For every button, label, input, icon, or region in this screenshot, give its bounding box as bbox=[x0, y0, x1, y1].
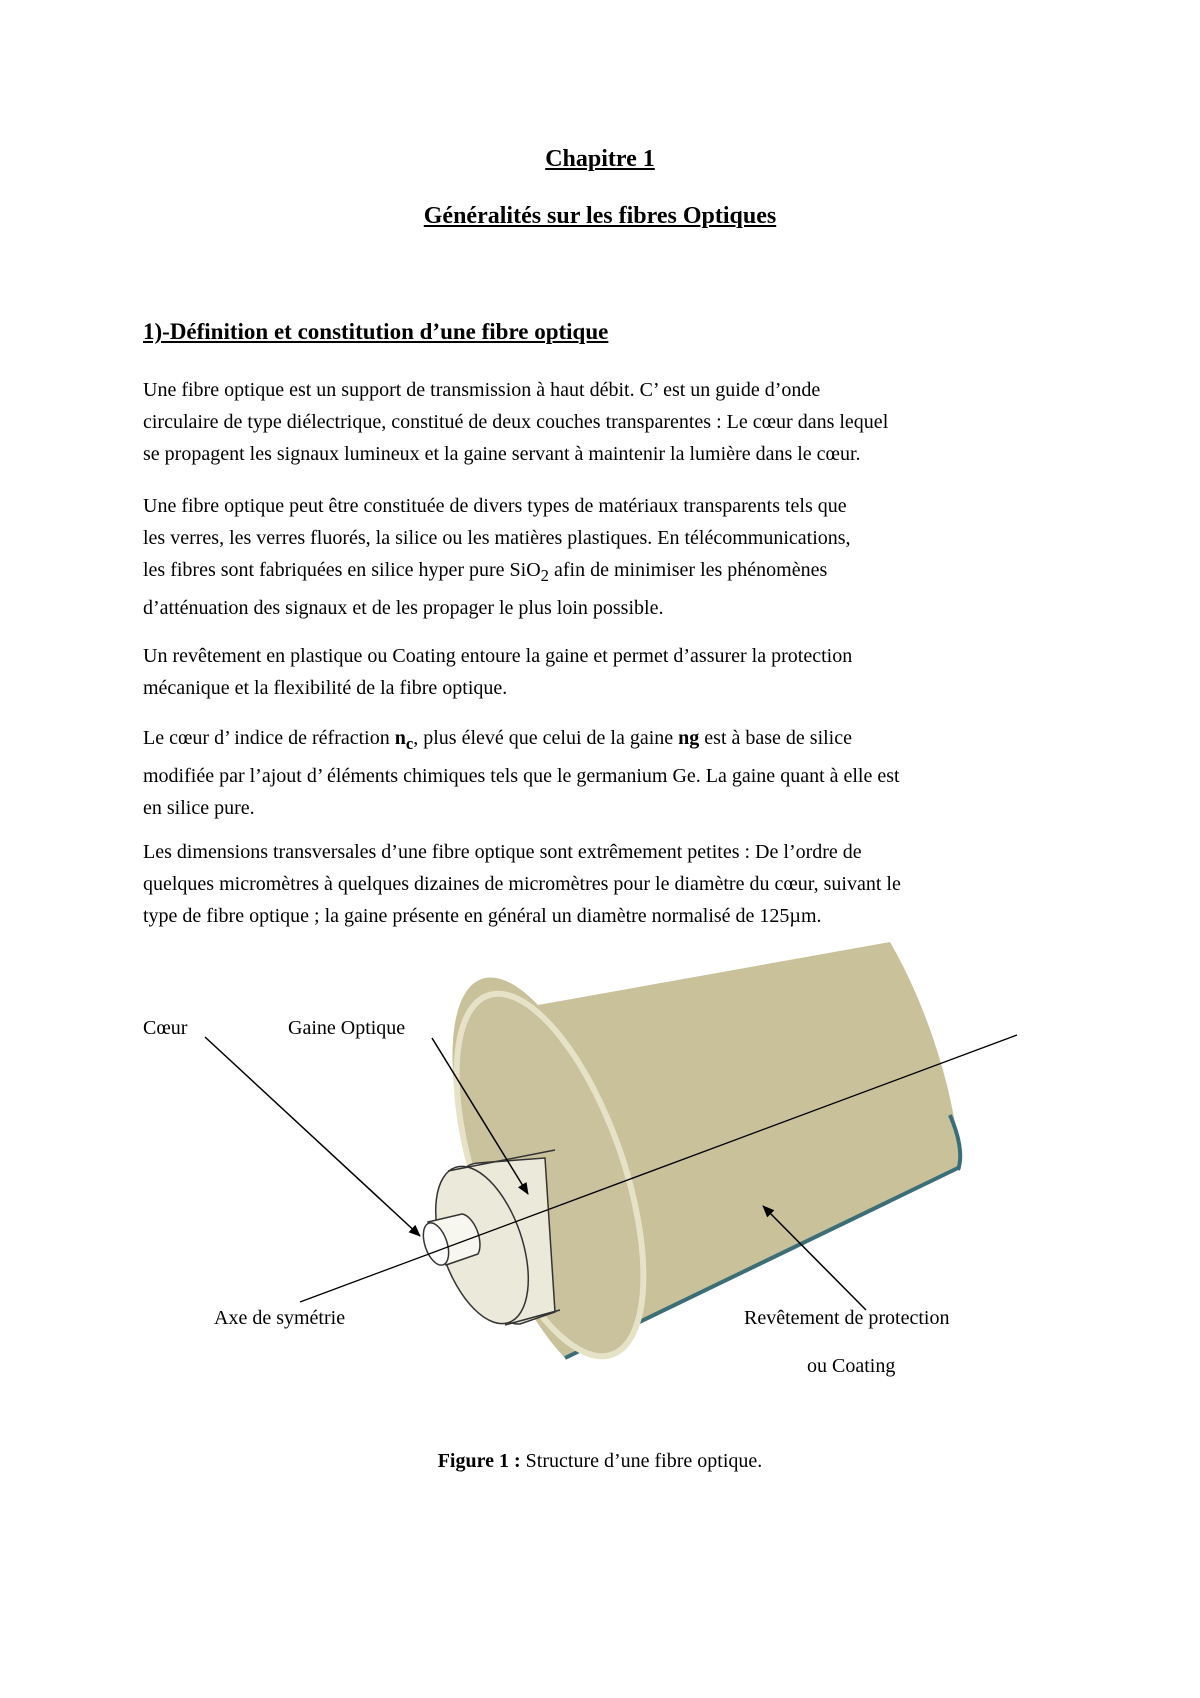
subscript: 2 bbox=[540, 566, 549, 585]
figure-caption bbox=[0, 1450, 1200, 1473]
symbol-nc-subscript: c bbox=[405, 734, 414, 753]
text-fragment: afin de minimiser les phénomènes bbox=[549, 559, 828, 581]
chapter-subtitle: Généralités sur les fibres Optiques bbox=[423, 203, 777, 229]
text-line: Les dimensions transversales d’une fibre optique sont extrêmement petites : De l’ordre de bbox=[143, 841, 862, 863]
text-line: Une fibre optique peut être constituée de divers types de matériaux transparents tels que bbox=[143, 495, 847, 517]
text-line: en silice pure. bbox=[143, 797, 255, 819]
symbol-nc: n bbox=[394, 727, 406, 749]
text-line: circulaire de type diélectrique, constitué de deux couches transparentes : Le cœur dans lequel bbox=[143, 411, 889, 433]
section-heading: 1)-Définition et constitution d’une fibre optique bbox=[143, 319, 609, 344]
text-fragment: les fibres sont fabriquées en silice hyper pure SiO bbox=[143, 559, 541, 581]
text-line: modifiée par l’ajout d’ éléments chimiques tels que le germanium Ge. La gaine quant à elle est bbox=[143, 765, 900, 787]
chapter-title: Chapitre 1 bbox=[545, 146, 655, 172]
label-axe-symetrie: Axe de symétrie bbox=[214, 1307, 346, 1329]
caption-label: Figure 1 : bbox=[437, 1450, 521, 1472]
text-fragment: , plus élevé que celui de la gaine bbox=[413, 727, 679, 749]
text-line: d’atténuation des signaux et de les propager le plus loin possible. bbox=[143, 597, 664, 619]
text-line: type de fibre optique ; la gaine présente en général un diamètre normalisé de 125µm. bbox=[143, 905, 822, 927]
label-coating: ou Coating bbox=[807, 1355, 896, 1377]
text-fragment: Le cœur d’ indice de réfraction bbox=[143, 727, 395, 749]
label-coeur: Cœur bbox=[143, 1017, 188, 1039]
text-line: se propagent les signaux lumineux et la gaine servant à maintenir la lumière dans le cœur. bbox=[143, 443, 861, 465]
text-line: les verres, les verres fluorés, la silice ou les matières plastiques. En télécommunications, bbox=[143, 527, 851, 549]
text-fragment: est à base de silice bbox=[699, 727, 852, 749]
text-line: Une fibre optique est un support de transmission à haut débit. C’ est un guide d’onde bbox=[143, 379, 821, 401]
label-gaine-optique: Gaine Optique bbox=[288, 1017, 406, 1039]
text-line: quelques micromètres à quelques dizaines de micromètres pour le diamètre du cœur, suivant le bbox=[143, 873, 901, 895]
text-line: Un revêtement en plastique ou Coating entoure la gaine et permet d’assurer la protection bbox=[143, 645, 853, 667]
coeur-arrow bbox=[205, 1037, 420, 1236]
caption-text: Structure d’une fibre optique. bbox=[520, 1450, 763, 1472]
text-line: mécanique et la flexibilité de la fibre optique. bbox=[143, 677, 508, 699]
symbol-ng: ng bbox=[678, 727, 700, 749]
label-revetement: Revêtement de protection bbox=[744, 1307, 950, 1329]
